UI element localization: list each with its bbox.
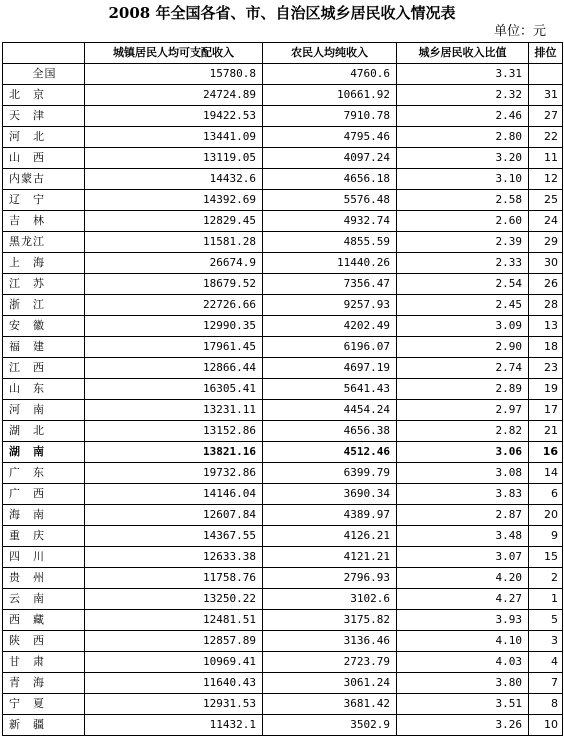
table-row bbox=[3, 589, 563, 610]
region-cell: 青 海 bbox=[3, 673, 85, 694]
table-row bbox=[3, 673, 563, 694]
urban-income-cell: 12829.45 bbox=[85, 211, 263, 232]
rank-cell: 19 bbox=[529, 379, 563, 400]
rural-income-cell: 4760.6 bbox=[263, 64, 397, 85]
header-region bbox=[3, 43, 85, 64]
region-cell: 海 南 bbox=[3, 505, 85, 526]
region-cell: 黑龙江 bbox=[3, 232, 85, 253]
region-cell: 甘 肃 bbox=[3, 652, 85, 673]
table-body bbox=[3, 64, 563, 736]
ratio-cell: 2.82 bbox=[397, 421, 529, 442]
ratio-cell: 3.09 bbox=[397, 316, 529, 337]
rank-cell: 1 bbox=[529, 589, 563, 610]
rural-income-cell: 2723.79 bbox=[263, 652, 397, 673]
rank-cell: 4 bbox=[529, 652, 563, 673]
rank-cell: 16 bbox=[529, 442, 563, 463]
rural-income-cell: 4855.59 bbox=[263, 232, 397, 253]
ratio-cell: 4.03 bbox=[397, 652, 529, 673]
income-table bbox=[2, 42, 563, 736]
table-row bbox=[3, 631, 563, 652]
urban-income-cell: 14367.55 bbox=[85, 526, 263, 547]
unit-label: 单位：元 bbox=[493, 24, 546, 39]
region-cell: 江 西 bbox=[3, 358, 85, 379]
rank-cell: 3 bbox=[529, 631, 563, 652]
ratio-cell: 3.80 bbox=[397, 673, 529, 694]
ratio-cell: 2.89 bbox=[397, 379, 529, 400]
urban-income-cell: 12481.51 bbox=[85, 610, 263, 631]
header-ratio: 城乡居民收入比值 bbox=[397, 43, 529, 64]
urban-income-cell: 13231.11 bbox=[85, 400, 263, 421]
ratio-cell: 3.51 bbox=[397, 694, 529, 715]
ratio-cell: 4.20 bbox=[397, 568, 529, 589]
urban-income-cell: 19732.86 bbox=[85, 463, 263, 484]
rural-income-cell: 4121.21 bbox=[263, 547, 397, 568]
urban-income-cell: 13250.22 bbox=[85, 589, 263, 610]
table-row bbox=[3, 232, 563, 253]
rural-income-cell: 6399.79 bbox=[263, 463, 397, 484]
rank-cell: 21 bbox=[529, 421, 563, 442]
rural-income-cell: 10661.92 bbox=[263, 85, 397, 106]
rural-income-cell: 3175.82 bbox=[263, 610, 397, 631]
rural-income-cell: 4932.74 bbox=[263, 211, 397, 232]
rank-cell: 6 bbox=[529, 484, 563, 505]
rural-income-cell: 6196.07 bbox=[263, 337, 397, 358]
ratio-cell: 2.58 bbox=[397, 190, 529, 211]
region-cell: 湖 北 bbox=[3, 421, 85, 442]
table-row bbox=[3, 169, 563, 190]
table-row bbox=[3, 85, 563, 106]
table-row bbox=[3, 316, 563, 337]
table-row bbox=[3, 694, 563, 715]
rank-cell: 12 bbox=[529, 169, 563, 190]
urban-income-cell: 12931.53 bbox=[85, 694, 263, 715]
region-cell: 湖 南 bbox=[3, 442, 85, 463]
rank-cell: 14 bbox=[529, 463, 563, 484]
rank-cell bbox=[529, 64, 563, 85]
rank-cell: 29 bbox=[529, 232, 563, 253]
ratio-cell: 3.10 bbox=[397, 169, 529, 190]
ratio-cell: 2.60 bbox=[397, 211, 529, 232]
ratio-cell: 3.31 bbox=[397, 64, 529, 85]
table-row bbox=[3, 337, 563, 358]
urban-income-cell: 16305.41 bbox=[85, 379, 263, 400]
urban-income-cell: 13821.16 bbox=[85, 442, 263, 463]
table-row bbox=[3, 274, 563, 295]
rural-income-cell: 3690.34 bbox=[263, 484, 397, 505]
ratio-cell: 2.74 bbox=[397, 358, 529, 379]
rank-cell: 8 bbox=[529, 694, 563, 715]
ratio-cell: 3.48 bbox=[397, 526, 529, 547]
ratio-cell: 3.06 bbox=[397, 442, 529, 463]
rural-income-cell: 4656.18 bbox=[263, 169, 397, 190]
table-row bbox=[3, 190, 563, 211]
ratio-cell: 2.54 bbox=[397, 274, 529, 295]
rank-cell: 28 bbox=[529, 295, 563, 316]
ratio-cell: 3.08 bbox=[397, 463, 529, 484]
region-cell: 宁 夏 bbox=[3, 694, 85, 715]
urban-income-cell: 12866.44 bbox=[85, 358, 263, 379]
region-cell: 陕 西 bbox=[3, 631, 85, 652]
region-cell: 河 南 bbox=[3, 400, 85, 421]
region-cell: 内蒙古 bbox=[3, 169, 85, 190]
ratio-cell: 3.20 bbox=[397, 148, 529, 169]
table-row bbox=[3, 526, 563, 547]
urban-income-cell: 10969.41 bbox=[85, 652, 263, 673]
rank-cell: 7 bbox=[529, 673, 563, 694]
rank-cell: 30 bbox=[529, 253, 563, 274]
table-row bbox=[3, 148, 563, 169]
rank-cell: 24 bbox=[529, 211, 563, 232]
ratio-cell: 4.27 bbox=[397, 589, 529, 610]
table-row bbox=[3, 652, 563, 673]
table-row bbox=[3, 253, 563, 274]
table-row bbox=[3, 442, 563, 463]
region-cell: 西 藏 bbox=[3, 610, 85, 631]
table-row bbox=[3, 295, 563, 316]
table-row bbox=[3, 211, 563, 232]
urban-income-cell: 22726.66 bbox=[85, 295, 263, 316]
rank-cell: 27 bbox=[529, 106, 563, 127]
rank-cell: 18 bbox=[529, 337, 563, 358]
table-row bbox=[3, 610, 563, 631]
rank-cell: 9 bbox=[529, 526, 563, 547]
ratio-cell: 2.90 bbox=[397, 337, 529, 358]
region-cell: 江 苏 bbox=[3, 274, 85, 295]
rank-cell: 23 bbox=[529, 358, 563, 379]
region-cell: 广 东 bbox=[3, 463, 85, 484]
rural-income-cell: 4389.97 bbox=[263, 505, 397, 526]
region-cell: 吉 林 bbox=[3, 211, 85, 232]
urban-income-cell: 12633.38 bbox=[85, 547, 263, 568]
rural-income-cell: 4512.46 bbox=[263, 442, 397, 463]
table-row bbox=[3, 547, 563, 568]
table-row bbox=[3, 463, 563, 484]
ratio-cell: 3.93 bbox=[397, 610, 529, 631]
urban-income-cell: 11758.76 bbox=[85, 568, 263, 589]
region-cell: 新 疆 bbox=[3, 715, 85, 736]
region-cell: 全国 bbox=[3, 64, 85, 85]
region-cell: 贵 州 bbox=[3, 568, 85, 589]
rural-income-cell: 4697.19 bbox=[263, 358, 397, 379]
region-cell: 山 东 bbox=[3, 379, 85, 400]
rank-cell: 22 bbox=[529, 127, 563, 148]
table-title: 2008 年全国各省、市、自治区城乡居民收入情况表 bbox=[108, 4, 456, 22]
ratio-cell: 2.97 bbox=[397, 400, 529, 421]
rural-income-cell: 4795.46 bbox=[263, 127, 397, 148]
region-cell: 重 庆 bbox=[3, 526, 85, 547]
rural-income-cell: 9257.93 bbox=[263, 295, 397, 316]
urban-income-cell: 12607.84 bbox=[85, 505, 263, 526]
ratio-cell: 2.33 bbox=[397, 253, 529, 274]
urban-income-cell: 12990.35 bbox=[85, 316, 263, 337]
rural-income-cell: 2796.93 bbox=[263, 568, 397, 589]
urban-income-cell: 26674.9 bbox=[85, 253, 263, 274]
table-row bbox=[3, 358, 563, 379]
ratio-cell: 2.39 bbox=[397, 232, 529, 253]
rank-cell: 11 bbox=[529, 148, 563, 169]
urban-income-cell: 24724.89 bbox=[85, 85, 263, 106]
ratio-cell: 4.10 bbox=[397, 631, 529, 652]
ratio-cell: 2.46 bbox=[397, 106, 529, 127]
table-row bbox=[3, 505, 563, 526]
rank-cell: 31 bbox=[529, 85, 563, 106]
table-row bbox=[3, 106, 563, 127]
rank-cell: 10 bbox=[529, 715, 563, 736]
urban-income-cell: 13119.05 bbox=[85, 148, 263, 169]
ratio-cell: 2.87 bbox=[397, 505, 529, 526]
region-cell: 辽 宁 bbox=[3, 190, 85, 211]
urban-income-cell: 11581.28 bbox=[85, 232, 263, 253]
urban-income-cell: 14146.04 bbox=[85, 484, 263, 505]
table-row bbox=[3, 715, 563, 736]
region-cell: 四 川 bbox=[3, 547, 85, 568]
ratio-cell: 3.83 bbox=[397, 484, 529, 505]
rank-cell: 13 bbox=[529, 316, 563, 337]
header-urban-income: 城镇居民人均可支配收入 bbox=[85, 43, 263, 64]
ratio-cell: 2.80 bbox=[397, 127, 529, 148]
rank-cell: 15 bbox=[529, 547, 563, 568]
region-cell: 浙 江 bbox=[3, 295, 85, 316]
rural-income-cell: 3061.24 bbox=[263, 673, 397, 694]
rank-cell: 26 bbox=[529, 274, 563, 295]
header-rank: 排位 bbox=[529, 43, 563, 64]
urban-income-cell: 17961.45 bbox=[85, 337, 263, 358]
region-cell: 福 建 bbox=[3, 337, 85, 358]
urban-income-cell: 11432.1 bbox=[85, 715, 263, 736]
region-cell: 云 南 bbox=[3, 589, 85, 610]
ratio-cell: 3.07 bbox=[397, 547, 529, 568]
rank-cell: 25 bbox=[529, 190, 563, 211]
urban-income-cell: 13152.86 bbox=[85, 421, 263, 442]
region-cell: 上 海 bbox=[3, 253, 85, 274]
rural-income-cell: 7356.47 bbox=[263, 274, 397, 295]
ratio-cell: 2.32 bbox=[397, 85, 529, 106]
table-row bbox=[3, 568, 563, 589]
region-cell: 广 西 bbox=[3, 484, 85, 505]
table-row bbox=[3, 379, 563, 400]
rural-income-cell: 3681.42 bbox=[263, 694, 397, 715]
urban-income-cell: 18679.52 bbox=[85, 274, 263, 295]
rural-income-cell: 4097.24 bbox=[263, 148, 397, 169]
urban-income-cell: 14392.69 bbox=[85, 190, 263, 211]
rural-income-cell: 4202.49 bbox=[263, 316, 397, 337]
rural-income-cell: 4454.24 bbox=[263, 400, 397, 421]
rank-cell: 20 bbox=[529, 505, 563, 526]
rural-income-cell: 3136.46 bbox=[263, 631, 397, 652]
table-row bbox=[3, 400, 563, 421]
region-cell: 安 徽 bbox=[3, 316, 85, 337]
rank-cell: 5 bbox=[529, 610, 563, 631]
rural-income-cell: 7910.78 bbox=[263, 106, 397, 127]
rural-income-cell: 11440.26 bbox=[263, 253, 397, 274]
header-row bbox=[3, 43, 563, 64]
urban-income-cell: 14432.6 bbox=[85, 169, 263, 190]
table-row bbox=[3, 484, 563, 505]
ratio-cell: 3.26 bbox=[397, 715, 529, 736]
region-cell: 北 京 bbox=[3, 85, 85, 106]
urban-income-cell: 12857.89 bbox=[85, 631, 263, 652]
rural-income-cell: 3502.9 bbox=[263, 715, 397, 736]
region-cell: 天 津 bbox=[3, 106, 85, 127]
table-row bbox=[3, 64, 563, 85]
rural-income-cell: 3102.6 bbox=[263, 589, 397, 610]
ratio-cell: 2.45 bbox=[397, 295, 529, 316]
urban-income-cell: 15780.8 bbox=[85, 64, 263, 85]
rural-income-cell: 4126.21 bbox=[263, 526, 397, 547]
rural-income-cell: 4656.38 bbox=[263, 421, 397, 442]
urban-income-cell: 13441.09 bbox=[85, 127, 263, 148]
rural-income-cell: 5641.43 bbox=[263, 379, 397, 400]
region-cell: 山 西 bbox=[3, 148, 85, 169]
table-row bbox=[3, 421, 563, 442]
table-row bbox=[3, 127, 563, 148]
rank-cell: 2 bbox=[529, 568, 563, 589]
rural-income-cell: 5576.48 bbox=[263, 190, 397, 211]
urban-income-cell: 19422.53 bbox=[85, 106, 263, 127]
region-cell: 河 北 bbox=[3, 127, 85, 148]
urban-income-cell: 11640.43 bbox=[85, 673, 263, 694]
rank-cell: 17 bbox=[529, 400, 563, 421]
header-rural-income: 农民人均纯收入 bbox=[263, 43, 397, 64]
